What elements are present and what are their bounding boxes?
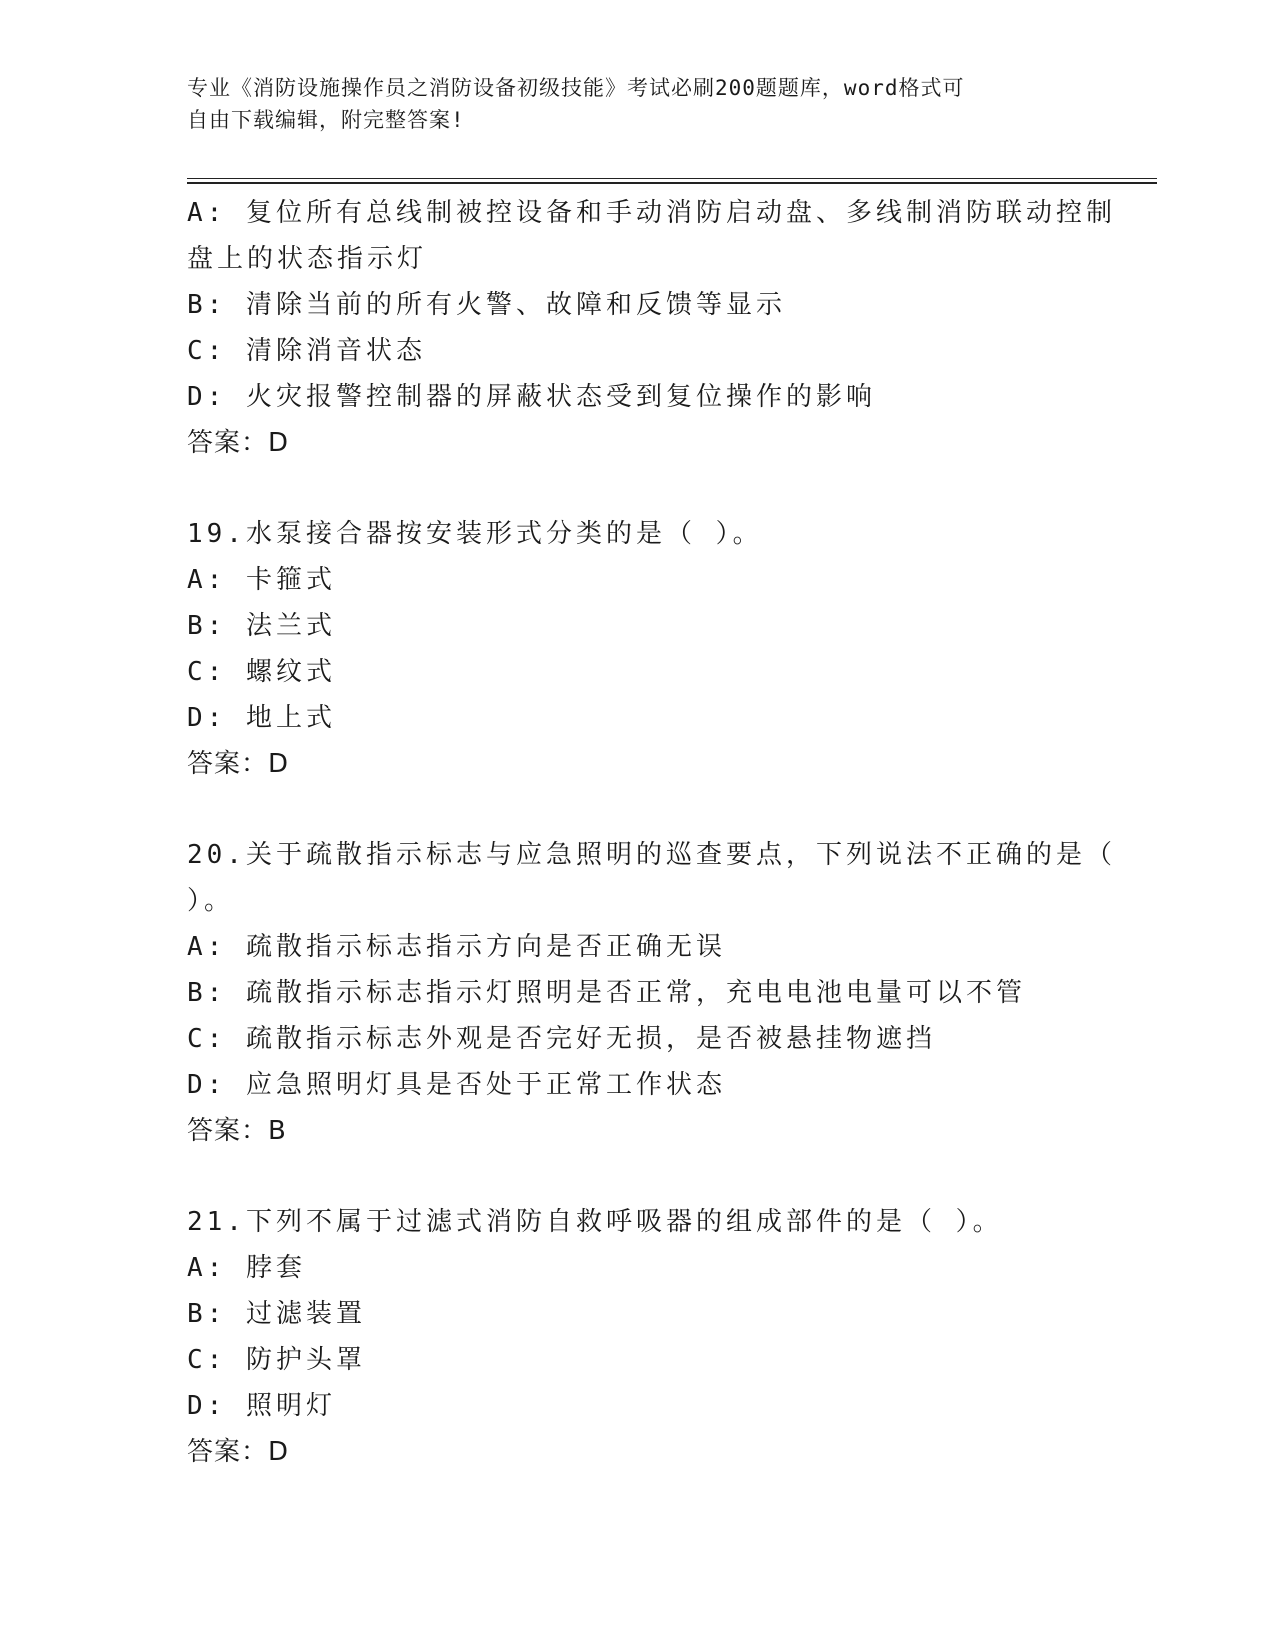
question-19 <box>187 511 1087 787</box>
question-text: 21.下列不属于过滤式消防自救呼吸器的组成部件的是（ ）。 <box>187 1207 1003 1237</box>
option-b: B: 法兰式 <box>187 611 336 641</box>
option-b: B: 清除当前的所有火警、故障和反馈等显示 <box>187 290 786 320</box>
answer: 答案：D <box>187 428 290 458</box>
option-a: A: 疏散指示标志指示方向是否正确无误 <box>187 932 726 962</box>
question-21 <box>187 1199 1087 1475</box>
option-c: C: 螺纹式 <box>187 657 336 687</box>
option-d: D: 照明灯 <box>187 1391 336 1421</box>
option-b: B: 疏散指示标志指示灯照明是否正常，充电电池电量可以不管 <box>187 978 1026 1008</box>
option-d: D: 地上式 <box>187 703 336 733</box>
answer: 答案：D <box>187 1437 290 1467</box>
question-text-continued: ）。 <box>187 886 235 916</box>
option-a: A: 复位所有总线制被控设备和手动消防启动盘、多线制消防联动控制 <box>187 198 1116 228</box>
header-line-2: 自由下载编辑，附完整答案! <box>187 108 465 132</box>
option-d: D: 应急照明灯具是否处于正常工作状态 <box>187 1070 726 1100</box>
option-b: B: 过滤装置 <box>187 1299 366 1329</box>
option-d: D: 火灾报警控制器的屏蔽状态受到复位操作的影响 <box>187 382 876 412</box>
option-a: A: 卡箍式 <box>187 565 336 595</box>
header-line-1: 专业《消防设施操作员之消防设备初级技能》考试必刷200题题库，word格式可 <box>187 76 965 100</box>
question-20 <box>187 832 1116 1154</box>
question-text: 20.关于疏散指示标志与应急照明的巡查要点，下列说法不正确的是（ <box>187 840 1116 870</box>
option-a: A: 脖套 <box>187 1253 306 1283</box>
question-18-options <box>187 190 1116 466</box>
option-c: C: 疏散指示标志外观是否完好无损，是否被悬挂物遮挡 <box>187 1024 936 1054</box>
question-list <box>187 190 1116 1475</box>
header-divider-thin <box>187 178 1157 179</box>
answer: 答案：D <box>187 749 290 779</box>
question-text: 19.水泵接合器按安装形式分类的是（ ）。 <box>187 519 763 549</box>
option-c: C: 防护头罩 <box>187 1345 366 1375</box>
option-c: C: 清除消音状态 <box>187 336 426 366</box>
option-a-continued: 盘上的状态指示灯 <box>187 244 428 274</box>
header-divider-thick <box>187 182 1157 184</box>
document-header <box>187 72 1087 136</box>
answer: 答案：B <box>187 1116 287 1146</box>
